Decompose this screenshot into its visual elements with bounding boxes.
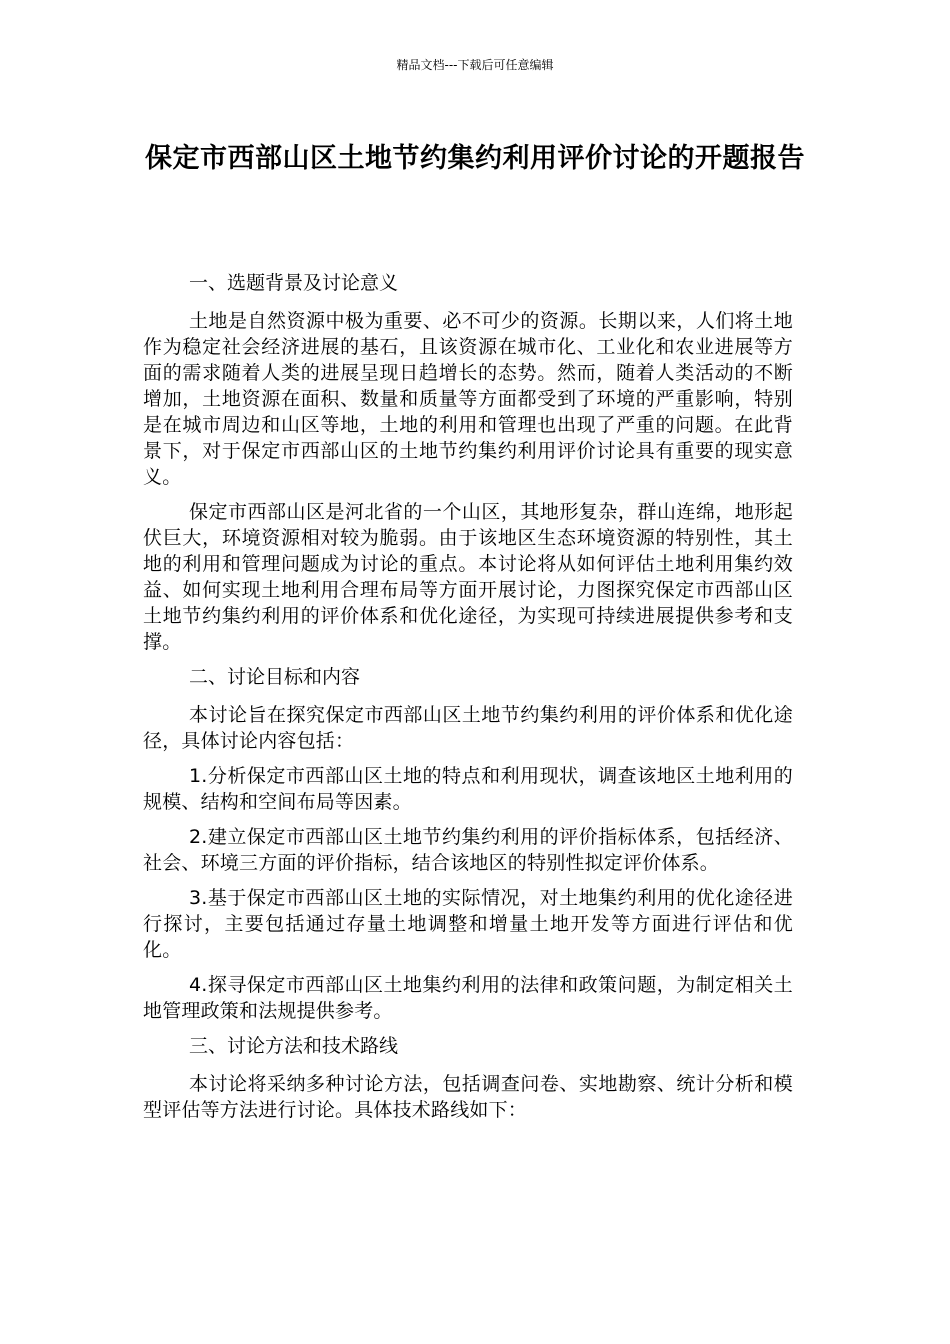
section-methods [143,1033,793,1123]
list-item-paragraph: 2.建立保定市西部山区土地节约集约利用的评价指标体系，包括经济、社会、环境三方面的评价指标，结合该地区的特别性拟定评价体系。 [143,826,793,874]
section-heading: 二、讨论目标和内容 [189,666,361,688]
section-background [143,270,793,655]
section-heading: 一、选题背景及讨论意义 [189,272,399,294]
paragraph: 土地是自然资源中极为重要、必不可少的资源。长期以来，人们将土地作为稳定社会经济进展的基石，且该资源在城市化、工业化和农业进展等方面的需求随着人类的进展呈现日趋增长的态势。然而，随着人类活动的不断增加，土地资源在面积、数量和质量等方面都受到了环境的严重影响，特别是在城市周边和山区等地，土地的利用和管理也出现了严重的问题。在此背景下，对于保定市西部山区的土地节约集约利用评价讨论具有重要的现实意义。 [143,310,793,488]
section-heading: 三、讨论方法和技术路线 [189,1035,399,1057]
list-item-paragraph: 3.基于保定市西部山区土地的实际情况，对土地集约利用的优化途径进行探讨，主要包括通过存量土地调整和增量土地开发等方面进行评估和优化。 [143,887,793,961]
document-body [143,270,793,1132]
section-objectives [143,664,793,1024]
list-item-paragraph: 1.分析保定市西部山区土地的特点和利用现状，调查该地区土地利用的规模、结构和空间布局等因素。 [143,765,793,813]
document-title: 保定市西部山区土地节约集约利用评价讨论的开题报告 [145,143,805,174]
list-item-paragraph: 4.探寻保定市西部山区土地集约利用的法律和政策问题，为制定相关土地管理政策和法规提供参考。 [143,974,793,1022]
paragraph: 保定市西部山区是河北省的一个山区，其地形复杂，群山连绵，地形起伏巨大，环境资源相对较为脆弱。由于该地区生态环境资源的特别性，其土地的利用和管理问题成为讨论的重点。本讨论将从如何评估土地利用集约效益、如何实现土地利用合理布局等方面开展讨论，力图探究保定市西部山区土地节约集约利用的评价体系和优化途径，为实现可持续进展提供参考和支撑。 [143,501,793,653]
paragraph: 本讨论将采纳多种讨论方法，包括调查问卷、实地勘察、统计分析和模型评估等方法进行讨论。具体技术路线如下： [143,1073,793,1121]
header-note: 精品文档---下载后可任意编辑 [396,58,554,72]
paragraph: 本讨论旨在探究保定市西部山区土地节约集约利用的评价体系和优化途径，具体讨论内容包括： [143,704,793,752]
